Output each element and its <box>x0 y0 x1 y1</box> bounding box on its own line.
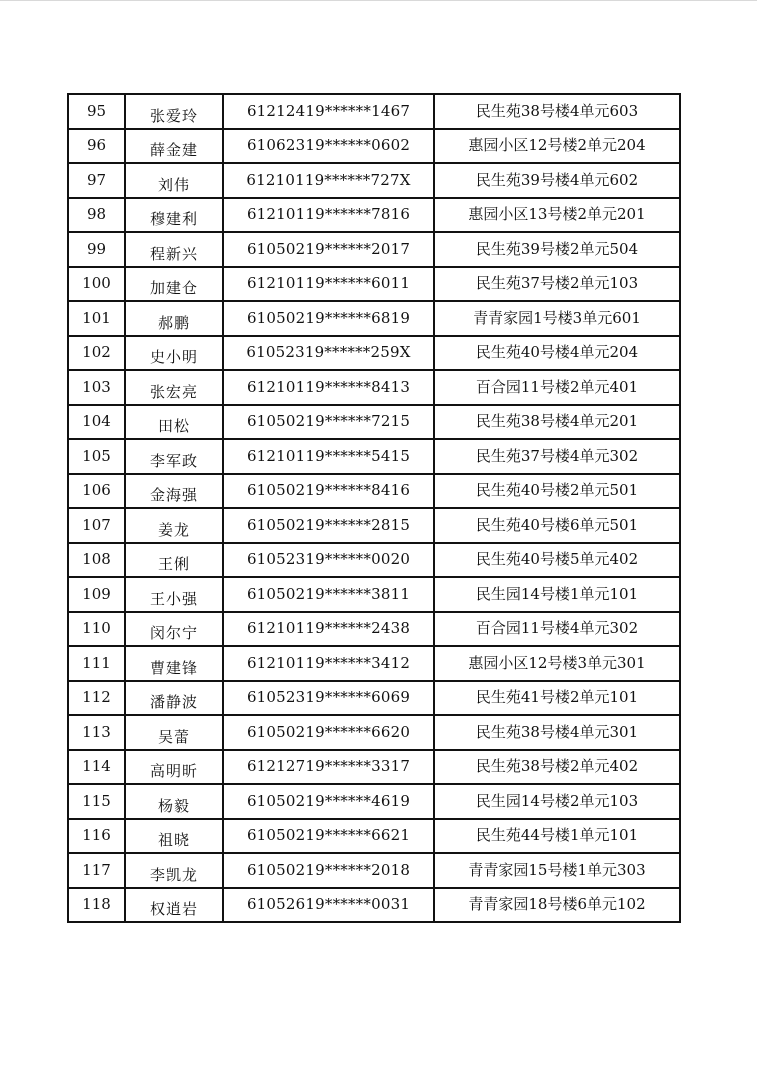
id-number-cell: 61052319******0020 <box>223 543 434 578</box>
id-number-cell: 61050219******8416 <box>223 474 434 509</box>
address-cell: 民生苑37号楼2单元103 <box>434 267 680 302</box>
resident-name-text: 薛金建 <box>149 141 198 160</box>
address-cell: 青青家园1号楼3单元601 <box>434 301 680 336</box>
row-number-cell: 101 <box>68 301 125 336</box>
resident-name-cell <box>125 784 223 819</box>
id-number-cell: 61210119******5415 <box>223 439 434 474</box>
table-row <box>68 681 680 716</box>
resident-name-cell <box>125 715 223 750</box>
row-number-cell: 103 <box>68 370 125 405</box>
table-row <box>68 750 680 785</box>
id-number-cell: 61050219******2018 <box>223 853 434 888</box>
row-number-cell: 118 <box>68 888 125 923</box>
address-cell: 民生苑40号楼5单元402 <box>434 543 680 578</box>
resident-name-cell <box>125 508 223 543</box>
resident-name-text: 王俐 <box>157 555 190 574</box>
resident-name-cell <box>125 405 223 440</box>
resident-name-text: 刘伟 <box>157 175 190 194</box>
resident-name-text: 张宏亮 <box>149 382 198 401</box>
address-cell: 民生园14号楼1单元101 <box>434 577 680 612</box>
row-number-cell: 116 <box>68 819 125 854</box>
resident-name-text: 杨毅 <box>157 796 190 815</box>
row-number-cell: 109 <box>68 577 125 612</box>
resident-name-cell <box>125 577 223 612</box>
address-cell: 民生苑38号楼2单元402 <box>434 750 680 785</box>
resident-name-text: 高明昕 <box>149 762 198 781</box>
id-number-cell: 61210119******3412 <box>223 646 434 681</box>
id-number-cell: 61052619******0031 <box>223 888 434 923</box>
id-number-cell: 61210119******8413 <box>223 370 434 405</box>
resident-name-cell <box>125 646 223 681</box>
table-row <box>68 577 680 612</box>
table-row <box>68 474 680 509</box>
address-cell: 民生苑39号楼2单元504 <box>434 232 680 267</box>
resident-name-text: 权逍岩 <box>149 900 198 919</box>
resident-name-text: 吴蕾 <box>157 727 190 746</box>
row-number-cell: 113 <box>68 715 125 750</box>
page-top-border <box>0 0 757 1</box>
resident-name-cell <box>125 888 223 923</box>
table-row <box>68 543 680 578</box>
resident-name-text: 祖晓 <box>157 831 190 850</box>
address-cell: 民生苑40号楼4单元204 <box>434 336 680 371</box>
address-cell: 民生苑44号楼1单元101 <box>434 819 680 854</box>
row-number-cell: 111 <box>68 646 125 681</box>
row-number-cell: 99 <box>68 232 125 267</box>
address-cell: 惠园小区13号楼2单元201 <box>434 198 680 233</box>
resident-name-text: 史小明 <box>149 348 198 367</box>
id-number-cell: 61050219******2815 <box>223 508 434 543</box>
row-number-cell: 95 <box>68 94 125 129</box>
resident-name-cell <box>125 129 223 164</box>
resident-name-text: 李军政 <box>149 451 198 470</box>
row-number-cell: 102 <box>68 336 125 371</box>
table-row <box>68 405 680 440</box>
resident-name-text: 潘静波 <box>149 693 198 712</box>
address-cell: 民生苑38号楼4单元603 <box>434 94 680 129</box>
id-number-cell: 61210119******2438 <box>223 612 434 647</box>
id-number-cell: 61212419******1467 <box>223 94 434 129</box>
row-number-cell: 107 <box>68 508 125 543</box>
id-number-cell: 61062319******0602 <box>223 129 434 164</box>
id-number-cell: 61210119******727X <box>223 163 434 198</box>
table-row <box>68 301 680 336</box>
address-cell: 民生苑38号楼4单元301 <box>434 715 680 750</box>
row-number-cell: 117 <box>68 853 125 888</box>
table-row <box>68 888 680 923</box>
resident-name-text: 郝鹏 <box>157 313 190 332</box>
resident-name-cell <box>125 612 223 647</box>
resident-name-text: 加建仓 <box>149 279 198 298</box>
table-row <box>68 370 680 405</box>
resident-name-cell <box>125 750 223 785</box>
address-cell: 民生苑40号楼2单元501 <box>434 474 680 509</box>
resident-name-cell <box>125 370 223 405</box>
table-row <box>68 715 680 750</box>
resident-name-cell <box>125 681 223 716</box>
address-cell: 青青家园15号楼1单元303 <box>434 853 680 888</box>
resident-name-cell <box>125 232 223 267</box>
resident-name-cell <box>125 301 223 336</box>
resident-name-text: 金海强 <box>149 486 198 505</box>
table-row <box>68 232 680 267</box>
address-cell: 惠园小区12号楼3单元301 <box>434 646 680 681</box>
address-cell: 民生苑37号楼4单元302 <box>434 439 680 474</box>
resident-name-cell <box>125 543 223 578</box>
table-row <box>68 784 680 819</box>
resident-name-text: 穆建利 <box>149 210 198 229</box>
resident-name-text: 姜龙 <box>157 520 190 539</box>
resident-list-table <box>67 93 681 923</box>
table-row <box>68 646 680 681</box>
row-number-cell: 100 <box>68 267 125 302</box>
row-number-cell: 108 <box>68 543 125 578</box>
table-row <box>68 439 680 474</box>
id-number-cell: 61210119******6011 <box>223 267 434 302</box>
resident-name-text: 李凯龙 <box>149 865 198 884</box>
table-row <box>68 853 680 888</box>
row-number-cell: 115 <box>68 784 125 819</box>
table-row <box>68 163 680 198</box>
address-cell: 青青家园18号楼6单元102 <box>434 888 680 923</box>
row-number-cell: 104 <box>68 405 125 440</box>
id-number-cell: 61050219******3811 <box>223 577 434 612</box>
resident-name-text: 闵尔宁 <box>149 624 198 643</box>
resident-name-cell <box>125 94 223 129</box>
row-number-cell: 96 <box>68 129 125 164</box>
id-number-cell: 61050219******6621 <box>223 819 434 854</box>
id-number-cell: 61050219******6620 <box>223 715 434 750</box>
id-number-cell: 61050219******7215 <box>223 405 434 440</box>
table-row <box>68 129 680 164</box>
resident-name-cell <box>125 267 223 302</box>
resident-name-cell <box>125 198 223 233</box>
table-row <box>68 336 680 371</box>
resident-name-text: 程新兴 <box>149 244 198 263</box>
row-number-cell: 114 <box>68 750 125 785</box>
id-number-cell: 61212719******3317 <box>223 750 434 785</box>
resident-name-cell <box>125 163 223 198</box>
row-number-cell: 106 <box>68 474 125 509</box>
address-cell: 民生苑41号楼2单元101 <box>434 681 680 716</box>
address-cell: 民生苑38号楼4单元201 <box>434 405 680 440</box>
row-number-cell: 110 <box>68 612 125 647</box>
resident-name-cell <box>125 336 223 371</box>
id-number-cell: 61052319******259X <box>223 336 434 371</box>
id-number-cell: 61050219******2017 <box>223 232 434 267</box>
address-cell: 民生苑40号楼6单元501 <box>434 508 680 543</box>
id-number-cell: 61210119******7816 <box>223 198 434 233</box>
table-row <box>68 508 680 543</box>
address-cell: 百合园11号楼4单元302 <box>434 612 680 647</box>
table-row <box>68 198 680 233</box>
address-cell: 百合园11号楼2单元401 <box>434 370 680 405</box>
row-number-cell: 98 <box>68 198 125 233</box>
resident-name-text: 曹建锋 <box>149 658 198 677</box>
table-row <box>68 94 680 129</box>
address-cell: 惠园小区12号楼2单元204 <box>434 129 680 164</box>
resident-name-cell <box>125 819 223 854</box>
resident-list-body <box>68 94 680 922</box>
table-row <box>68 267 680 302</box>
address-cell: 民生园14号楼2单元103 <box>434 784 680 819</box>
table-row <box>68 612 680 647</box>
resident-name-text: 张爱玲 <box>149 106 198 125</box>
row-number-cell: 112 <box>68 681 125 716</box>
id-number-cell: 61050219******4619 <box>223 784 434 819</box>
row-number-cell: 97 <box>68 163 125 198</box>
resident-name-text: 田松 <box>157 417 190 436</box>
id-number-cell: 61050219******6819 <box>223 301 434 336</box>
resident-name-cell <box>125 439 223 474</box>
resident-name-cell <box>125 853 223 888</box>
table-row <box>68 819 680 854</box>
row-number-cell: 105 <box>68 439 125 474</box>
id-number-cell: 61052319******6069 <box>223 681 434 716</box>
resident-name-text: 王小强 <box>149 589 198 608</box>
resident-name-cell <box>125 474 223 509</box>
address-cell: 民生苑39号楼4单元602 <box>434 163 680 198</box>
